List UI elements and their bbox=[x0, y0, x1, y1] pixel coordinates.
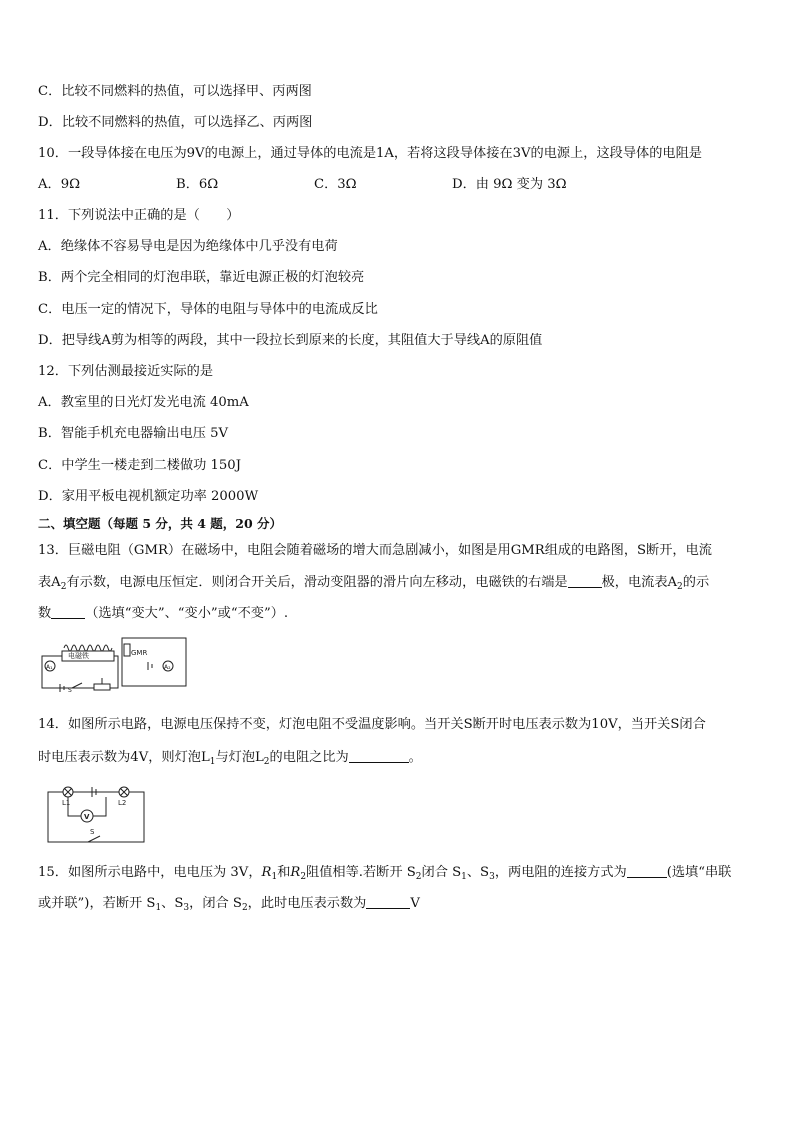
q13-circuit-diagram bbox=[38, 634, 190, 692]
q14-line2: 时电压表示数为4V，则灯泡$L_1$与灯泡$L_2$的电阻之比为 。 bbox=[38, 750, 422, 767]
q13-blank-reading[interactable] bbox=[51, 604, 85, 619]
section-title-fill-in: 二、填空题（每题 5 分，共 4 题，20 分） bbox=[38, 516, 283, 531]
q13-line2: 表$A_2$有示数，电源电压恒定．则闭合开关后，滑动变阻器的滑片向左移动，电磁铁的右端是 极，电流表$A_2$的示 bbox=[38, 575, 710, 592]
q13-label-s: S bbox=[68, 687, 72, 692]
q15-line2: 或并联”)，若断开 $S_1$、$S_3$，闭合 $S_2$，此时电压表示数为 V bbox=[38, 896, 420, 913]
q10-option-a: A．9Ω bbox=[38, 177, 81, 192]
q9-option-d: D．比较不同燃料的热值，可以选择乙、丙两图 bbox=[38, 115, 313, 130]
q15-blank-connection[interactable] bbox=[627, 863, 667, 878]
q11-option-b: B．两个完全相同的灯泡串联，靠近电源正极的灯泡较亮 bbox=[38, 270, 365, 285]
q13-switch-s bbox=[72, 683, 82, 688]
q11-option-c: C．电压一定的情况下，导体的电阻与导体中的电流成反比 bbox=[38, 302, 378, 317]
q14-blank-ratio[interactable] bbox=[349, 748, 409, 763]
q13-right-circuit-wire bbox=[122, 638, 186, 686]
q13-gmr-resistor bbox=[124, 644, 130, 656]
q13-label-gmr: GMR bbox=[131, 649, 148, 657]
q13-blank-pole[interactable] bbox=[568, 573, 602, 588]
q13-line3: 数 （选填“变大”、“变小”或“不变”）. bbox=[38, 606, 289, 621]
q13-label-electromagnet: 电磁铁 bbox=[68, 652, 89, 660]
q10-option-b: B．6Ω bbox=[176, 177, 219, 192]
q14-switch-s bbox=[88, 836, 100, 842]
q12-option-d: D．家用平板电视机额定功率 2000W bbox=[38, 489, 259, 504]
q10-stem: 10．一段导体接在电压为9V的电源上，通过导体的电流是1A，若将这段导体接在3V的电源上，这段导体的电阻是 bbox=[38, 146, 702, 161]
q14-label-l1: L1 bbox=[62, 799, 71, 807]
q14-label-v: V bbox=[84, 813, 90, 821]
q13-rheostat bbox=[94, 684, 110, 690]
q11-option-a: A．绝缘体不容易导电是因为绝缘体中几乎没有电荷 bbox=[38, 239, 338, 254]
q13-label-a1: A₁ bbox=[46, 664, 53, 671]
q10-options bbox=[38, 176, 738, 194]
q15-blank-voltage[interactable] bbox=[366, 894, 410, 909]
q10-option-d: D．由 9Ω 变为 3Ω bbox=[452, 177, 567, 192]
q14-label-s: S bbox=[90, 828, 95, 836]
q13-line1: 13．巨磁电阻（GMR）在磁场中，电阻会随着磁场的增大而急剧减小，如图是用GMR组成的电路图，S断开，电流 bbox=[38, 543, 712, 558]
q13-label-a2: A₂ bbox=[164, 664, 171, 671]
q15-line1: 15．如图所示电路中，电电压为 3V，$R_1$和$R_2$阻值相等.若断开 $S_2$闭合 $S_1$、$S_3$，两电阻的连接方式为 (选填“串联 bbox=[38, 865, 732, 882]
q12-option-c: C．中学生一楼走到二楼做功 150J bbox=[38, 458, 241, 473]
q10-option-c: C．3Ω bbox=[314, 177, 357, 192]
q11-stem: 11．下列说法中正确的是（ ） bbox=[38, 208, 240, 223]
q12-option-a: A．教室里的日光灯发光电流 40mA bbox=[38, 395, 249, 410]
q12-option-b: B．智能手机充电器输出电压 5V bbox=[38, 426, 229, 441]
q14-line1: 14．如图所示电路，电源电压保持不变，灯泡电阻不受温度影响。当开关S断开时电压表示数为10V，当开关S闭合 bbox=[38, 717, 706, 732]
q9-option-c: C．比较不同燃料的热值，可以选择甲、丙两图 bbox=[38, 84, 312, 99]
q12-stem: 12．下列估测最接近实际的是 bbox=[38, 364, 214, 379]
q14-label-l2: L2 bbox=[118, 799, 127, 807]
q14-circuit-diagram bbox=[44, 784, 148, 846]
q13-coil bbox=[64, 645, 112, 651]
q11-option-d: D．把导线A剪为相等的两段，其中一段拉长到原来的长度，其阻值大于导线A的原阻值 bbox=[38, 333, 543, 348]
